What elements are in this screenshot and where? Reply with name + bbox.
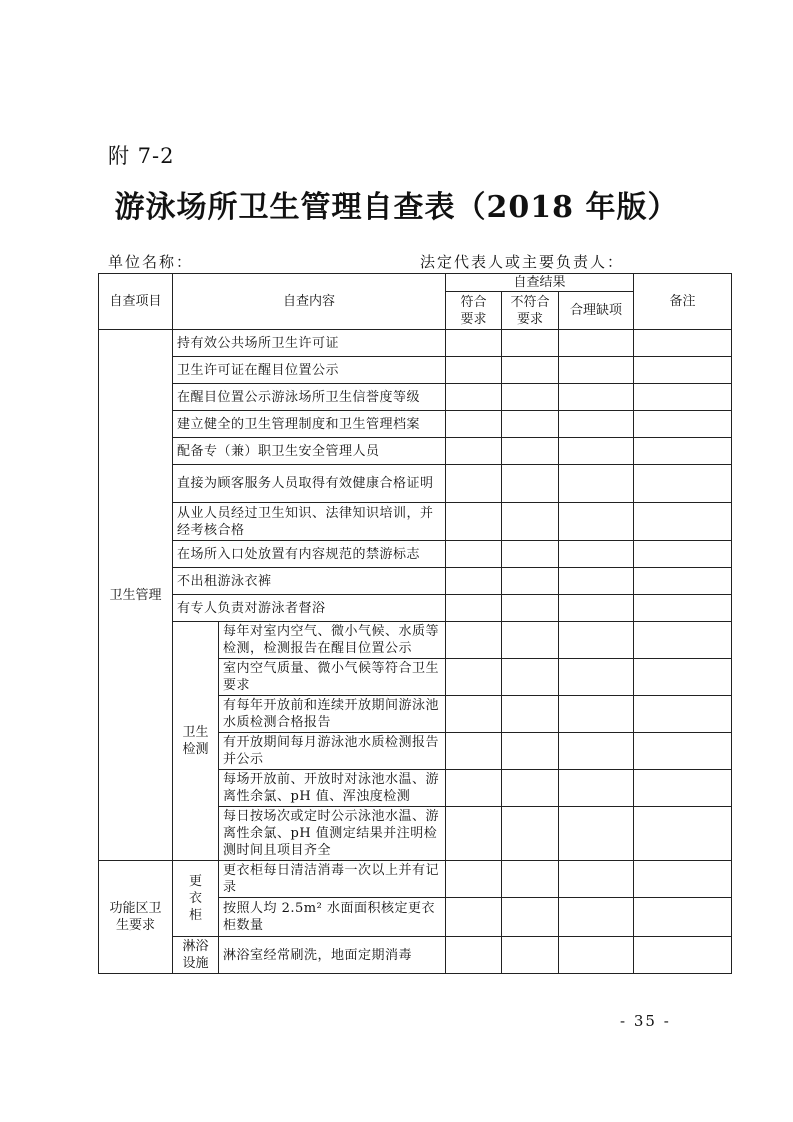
nonconform-cell[interactable] [502,770,559,807]
nonconform-cell[interactable] [502,568,559,595]
nonconform-cell[interactable] [502,465,559,503]
check-item: 有开放期间每月游泳池水质检测报告并公示 [219,733,446,770]
table-row [99,384,732,411]
check-item: 每场开放前、开放时对泳池水温、游离性余氯、pH 值、浑浊度检测 [219,770,446,807]
remark-cell[interactable] [634,659,732,696]
nonconform-cell[interactable] [502,898,559,937]
remark-cell[interactable] [634,568,732,595]
remark-cell[interactable] [634,861,732,898]
conform-cell[interactable] [446,622,502,659]
missing-cell[interactable] [559,465,634,503]
section-hygiene-management: 卫生管理 [99,330,173,861]
missing-cell[interactable] [559,622,634,659]
header-remark: 备注 [634,274,732,330]
remark-cell[interactable] [634,503,732,541]
check-item: 有专人负责对游泳者督浴 [173,595,446,622]
nonconform-cell[interactable] [502,861,559,898]
conform-cell[interactable] [446,659,502,696]
conform-cell[interactable] [446,898,502,937]
nonconform-cell[interactable] [502,937,559,974]
table-row [99,568,732,595]
nonconform-cell[interactable] [502,330,559,357]
missing-cell[interactable] [559,898,634,937]
nonconform-cell[interactable] [502,807,559,861]
missing-cell[interactable] [559,568,634,595]
missing-cell[interactable] [559,770,634,807]
missing-cell[interactable] [559,937,634,974]
missing-cell[interactable] [559,411,634,438]
check-item: 不出租游泳衣裤 [173,568,446,595]
check-item: 持有效公共场所卫生许可证 [173,330,446,357]
missing-cell[interactable] [559,330,634,357]
subsection-hygiene-testing: 卫生 检测 [173,622,219,861]
conform-cell[interactable] [446,541,502,568]
remark-cell[interactable] [634,696,732,733]
page-title: 游泳场所卫生管理自查表（2018 年版） [114,190,679,225]
conform-cell[interactable] [446,438,502,465]
conform-cell[interactable] [446,770,502,807]
nonconform-cell[interactable] [502,411,559,438]
remark-cell[interactable] [634,411,732,438]
check-item: 按照人均 2.5m² 水面面积核定更衣柜数量 [219,898,446,937]
remark-cell[interactable] [634,465,732,503]
conform-cell[interactable] [446,861,502,898]
check-item: 建立健全的卫生管理制度和卫生管理档案 [173,411,446,438]
missing-cell[interactable] [559,659,634,696]
nonconform-cell[interactable] [502,357,559,384]
check-item: 卫生许可证在醒目位置公示 [173,357,446,384]
table-row [99,503,732,541]
remark-cell[interactable] [634,937,732,974]
missing-cell[interactable] [559,807,634,861]
self-inspection-table [98,273,732,974]
remark-cell[interactable] [634,384,732,411]
table-row [99,622,732,659]
remark-cell[interactable] [634,595,732,622]
remark-cell[interactable] [634,898,732,937]
table-row [99,438,732,465]
check-item: 室内空气质量、微小气候等符合卫生要求 [219,659,446,696]
check-item: 在场所入口处放置有内容规范的禁游标志 [173,541,446,568]
table-row [99,595,732,622]
table-row [99,465,732,503]
conform-cell[interactable] [446,357,502,384]
missing-cell[interactable] [559,696,634,733]
missing-cell[interactable] [559,861,634,898]
legal-representative-label: 法定代表人或主要负责人： [420,253,625,271]
table-row [99,541,732,568]
subsection-shower: 淋浴 设施 [173,937,219,974]
remark-cell[interactable] [634,541,732,568]
check-item: 淋浴室经常刷洗，地面定期消毒 [219,937,446,974]
remark-cell[interactable] [634,438,732,465]
missing-cell[interactable] [559,595,634,622]
nonconform-cell[interactable] [502,733,559,770]
nonconform-cell[interactable] [502,622,559,659]
table-row [99,411,732,438]
header-reasonable-missing: 合理缺项 [559,292,634,330]
table-row [99,330,732,357]
nonconform-cell[interactable] [502,595,559,622]
missing-cell[interactable] [559,384,634,411]
header-row [99,274,732,292]
conform-cell[interactable] [446,807,502,861]
missing-cell[interactable] [559,438,634,465]
check-item: 每年对室内空气、微小气候、水质等检测，检测报告在醒目位置公示 [219,622,446,659]
check-item: 直接为顾客服务人员取得有效健康合格证明 [173,465,446,503]
conform-cell[interactable] [446,595,502,622]
table-row [99,937,732,974]
conform-cell[interactable] [446,465,502,503]
missing-cell[interactable] [559,733,634,770]
missing-cell[interactable] [559,503,634,541]
attachment-label: 附 7-2 [108,144,175,168]
header-result: 自查结果 [446,274,634,292]
conform-cell[interactable] [446,568,502,595]
header-nonconform: 不符合 要求 [502,292,559,330]
table-row [99,861,732,898]
section-function-area: 功能区卫 生要求 [99,861,173,974]
check-item: 更衣柜每日清洁消毒一次以上并有记录 [219,861,446,898]
conform-cell[interactable] [446,696,502,733]
remark-cell[interactable] [634,733,732,770]
nonconform-cell[interactable] [502,438,559,465]
check-item: 有每年开放前和连续开放期间游泳池水质检测合格报告 [219,696,446,733]
unit-name-label: 单位名称： [108,253,194,271]
nonconform-cell[interactable] [502,503,559,541]
check-item: 在醒目位置公示游泳场所卫生信誉度等级 [173,384,446,411]
nonconform-cell[interactable] [502,384,559,411]
subsection-locker: 更 衣 柜 [173,861,219,937]
missing-cell[interactable] [559,541,634,568]
table-row [99,357,732,384]
page-number: - 35 - [620,1012,671,1030]
header-content: 自查内容 [173,274,446,330]
conform-cell[interactable] [446,411,502,438]
conform-cell[interactable] [446,330,502,357]
conform-cell[interactable] [446,733,502,770]
check-item: 配备专（兼）职卫生安全管理人员 [173,438,446,465]
conform-cell[interactable] [446,937,502,974]
conform-cell[interactable] [446,384,502,411]
header-item: 自查项目 [99,274,173,330]
nonconform-cell[interactable] [502,659,559,696]
remark-cell[interactable] [634,357,732,384]
missing-cell[interactable] [559,357,634,384]
remark-cell[interactable] [634,330,732,357]
header-conform: 符合 要求 [446,292,502,330]
remark-cell[interactable] [634,807,732,861]
conform-cell[interactable] [446,503,502,541]
nonconform-cell[interactable] [502,696,559,733]
nonconform-cell[interactable] [502,541,559,568]
remark-cell[interactable] [634,770,732,807]
remark-cell[interactable] [634,622,732,659]
check-item: 从业人员经过卫生知识、法律知识培训，并经考核合格 [173,503,446,541]
check-item: 每日按场次或定时公示泳池水温、游离性余氯、pH 值测定结果并注明检测时间且项目齐全 [219,807,446,861]
